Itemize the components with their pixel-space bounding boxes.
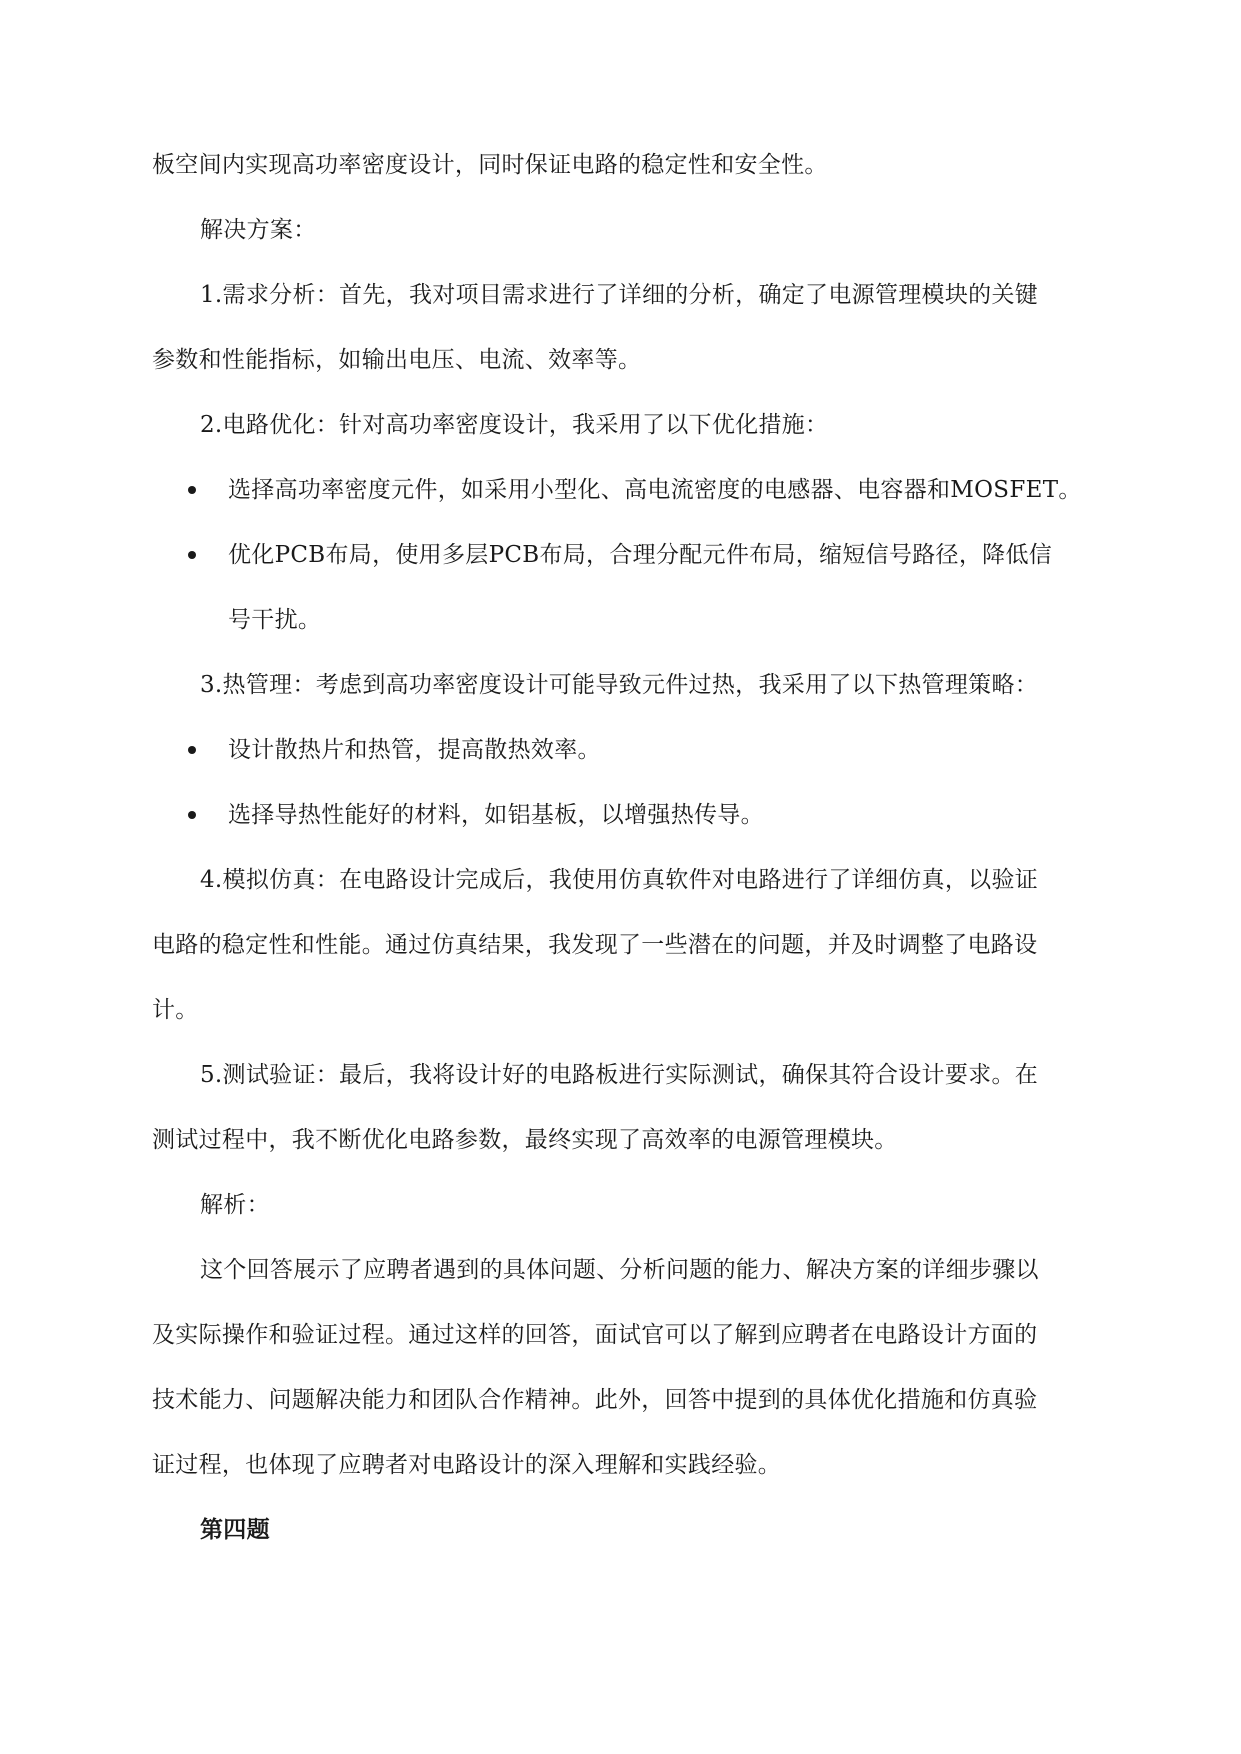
- analysis-line: 及实际操作和验证过程。通过这样的回答，面试官可以了解到应聘者在电路设计方面的: [152, 1322, 1038, 1348]
- analysis-line: 这个回答展示了应聘者遇到的具体问题、分析问题的能力、解决方案的详细步骤以: [200, 1257, 1039, 1283]
- step-2-line: 2.电路优化：针对高功率密度设计，我采用了以下优化措施：: [200, 412, 829, 438]
- paragraph-line: 板空间内实现高功率密度设计，同时保证电路的稳定性和安全性。: [152, 152, 828, 178]
- step-4-line: 4.模拟仿真：在电路设计完成后，我使用仿真软件对电路进行了详细仿真，以验证: [200, 867, 1039, 893]
- bullet-item-continuation: 号干扰。: [228, 607, 322, 633]
- step-5-line: 5.测试验证：最后，我将设计好的电路板进行实际测试，确保其符合设计要求。在: [200, 1062, 1039, 1088]
- bullet-icon: [188, 486, 196, 494]
- analysis-line: 技术能力、问题解决能力和团队合作精神。此外，回答中提到的具体优化措施和仿真验: [152, 1387, 1038, 1413]
- section-label-analysis: 解析：: [200, 1192, 270, 1218]
- section-label-solution: 解决方案：: [200, 217, 317, 243]
- bullet-icon: [188, 551, 196, 559]
- step-4-line: 电路的稳定性和性能。通过仿真结果，我发现了一些潜在的问题，并及时调整了电路设: [152, 932, 1038, 958]
- bullet-item: 选择高功率密度元件，如采用小型化、高电流密度的电感器、电容器和MOSFET。: [228, 477, 1082, 503]
- step-1-line: 参数和性能指标，如输出电压、电流、效率等。: [152, 347, 642, 373]
- bullet-item: 设计散热片和热管，提高散热效率。: [228, 737, 601, 763]
- bullet-item: 选择导热性能好的材料，如铝基板，以增强热传导。: [228, 802, 764, 828]
- section-heading: 第四题: [200, 1517, 270, 1543]
- bullet-item: 优化PCB布局，使用多层PCB布局，合理分配元件布局，缩短信号路径，降低信: [228, 542, 1053, 568]
- analysis-line: 证过程，也体现了应聘者对电路设计的深入理解和实践经验。: [152, 1452, 782, 1478]
- step-5-line: 测试过程中，我不断优化电路参数，最终实现了高效率的电源管理模块。: [152, 1127, 898, 1153]
- step-3-line: 3.热管理：考虑到高功率密度设计可能导致元件过热，我采用了以下热管理策略：: [200, 672, 1039, 698]
- bullet-icon: [188, 746, 196, 754]
- step-1-line: 1.需求分析：首先，我对项目需求进行了详细的分析，确定了电源管理模块的关键: [200, 282, 1039, 308]
- bullet-icon: [188, 811, 196, 819]
- step-4-line: 计。: [152, 997, 199, 1023]
